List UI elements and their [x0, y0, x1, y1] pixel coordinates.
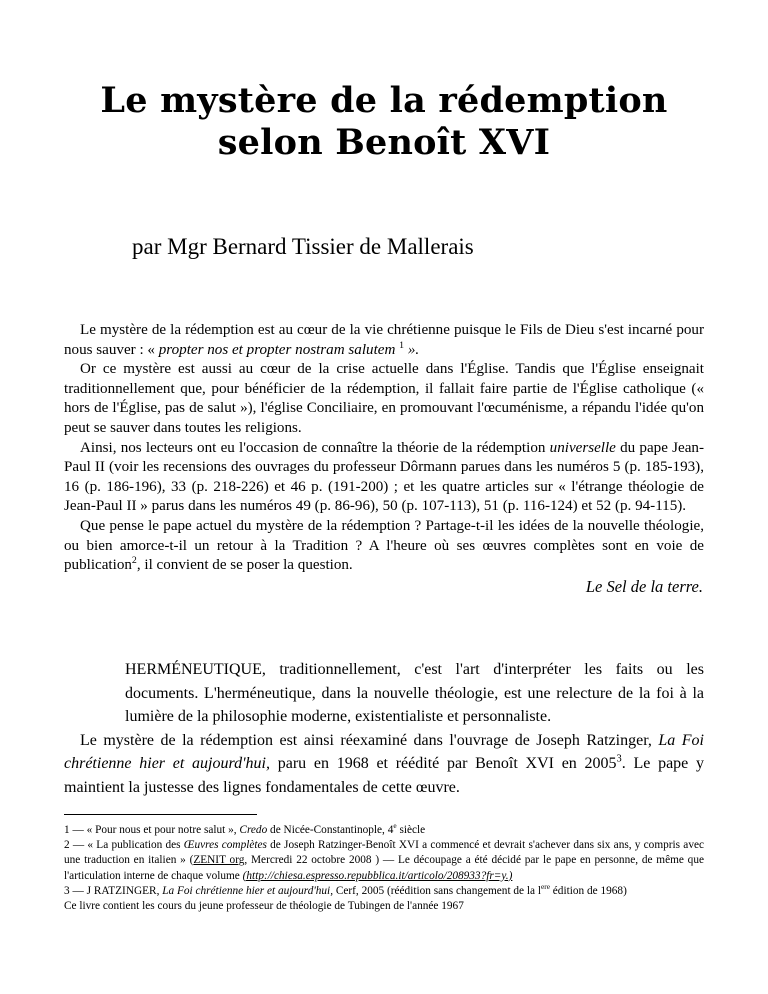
footnotes: [64, 823, 704, 914]
footnote-3-continued: Ce livre contient les cours du jeune professeur de théologie de Tubingen de l'année 1967: [64, 900, 464, 913]
footnote-ref-1[interactable]: 1: [399, 339, 405, 351]
intro-paragraph-4: Que pense le pape actuel du mystère de la rédemption ? Partage-t-il les idées de la nouvelle théologie, ou bien amorce-t-il un retour à la Tradition ? A l'heure où ses œuvres complètes sont en voie de publication$^2$, il convient de se poser la question.: [64, 517, 704, 574]
footnote-2: 2 — « La publication des Œuvres complètes de Joseph Ratzinger-Benoît XVI a commencé et devrait s'achever dans six ans, y compris avec une traduction en italien » (ZENIT org, Mercredi 22 octobre 2008 ) — Le découpage a été décidé par le pape en personne, de même que l'articulation interne de chaque volume (http://chiesa.espresso.repubblica.it/articolo/208933?fr=y.): [64, 839, 704, 882]
intro-paragraph-1: Le mystère de la rédemption est au cœur de la vie chrétienne puisque le Fils de Dieu s'est incarné pour nous sauver : « propter nos et propter nostram salutem $^1$ ».: [64, 322, 704, 358]
intro-paragraph-2: Or ce mystère est aussi au cœur de la crise actuelle dans l'Église. Tandis que l'Église enseignait traditionnellement que, pour bénéficier de la rédemption, il fallait faire partie de l'Église catholique (« hors de l'Église, pas de salut »), l'église Conciliaire, en promouvant l'œcuménisme, a répandu l'idée qu'on peut se sauver dans toutes les religions.: [64, 361, 704, 436]
body-paragraph: Le mystère de la rédemption est ainsi réexaminé dans l'ouvrage de Joseph Ratzinger, La Foi chrétienne hier et aujourd'hui, paru en 1968 et réédité par Benoît XVI en 2005$^3$. Le pape y maintient la justesse des lignes fondamentales de cette œuvre.: [64, 731, 705, 796]
footnote-divider: [64, 814, 257, 815]
latin-quote: propter nos et propter nostram salutem: [158, 341, 396, 358]
title-line-2: selon Benoît XVI: [217, 122, 551, 163]
title-line-1: Le mystère de la rédemption: [100, 80, 668, 121]
author-byline: par Mgr Bernard Tissier de Mallerais: [132, 234, 474, 259]
editorial-introduction: [64, 321, 704, 576]
footnote-ref-2[interactable]: 2: [131, 555, 137, 567]
book-title: La Foi chrétienne hier et aujourd'hui,: [64, 731, 704, 772]
footnote-1: 1 — « Pour nous et pour notre salut », Credo de Nicée-Constantinople, 4e siècle: [64, 821, 426, 836]
signature: Le Sel de la terre.: [585, 577, 703, 596]
chiesa-url-link[interactable]: (http://chiesa.espresso.repubblica.it/articolo/208933?fr=y.): [242, 869, 513, 882]
hermeneutics-definition: HERMÉNEUTIQUE, traditionnellement, c'est l'art d'interpréter les faits ou les documents. L'herméneutique, dans la nouvelle théologie, est une relecture de la foi à la lumière de la philosophie moderne, existentialiste et personnaliste.: [125, 661, 704, 725]
zenit-link[interactable]: ZENIT org: [193, 854, 245, 867]
footnote-3: 3 — J RATZINGER, La Foi chrétienne hier et aujourd'hui, Cerf, 2005 (réédition sans changement de la $l^{ere}$ édition de 1968): [64, 882, 627, 897]
intro-paragraph-3: Ainsi, nos lecteurs ont eu l'occasion de connaître la théorie de la rédemption universelle du pape Jean-Paul II (voir les recensions des ouvrages du professeur Dôrmann parues dans les numéros 5 (p. 185-193), 16 (p. 186-196), 33 (p. 218-226) et 46 p. (191-200) ; et les quatre articles sur « l'étrange théologie de Jean-Paul II » parus dans les numéros 49 (p. 86-96), 50 (p. 107-113), 51 (p. 116-124) et 52 (p. 94-115).: [64, 439, 704, 515]
footnote-ref-3[interactable]: 3: [616, 753, 622, 765]
main-text: [64, 658, 704, 799]
